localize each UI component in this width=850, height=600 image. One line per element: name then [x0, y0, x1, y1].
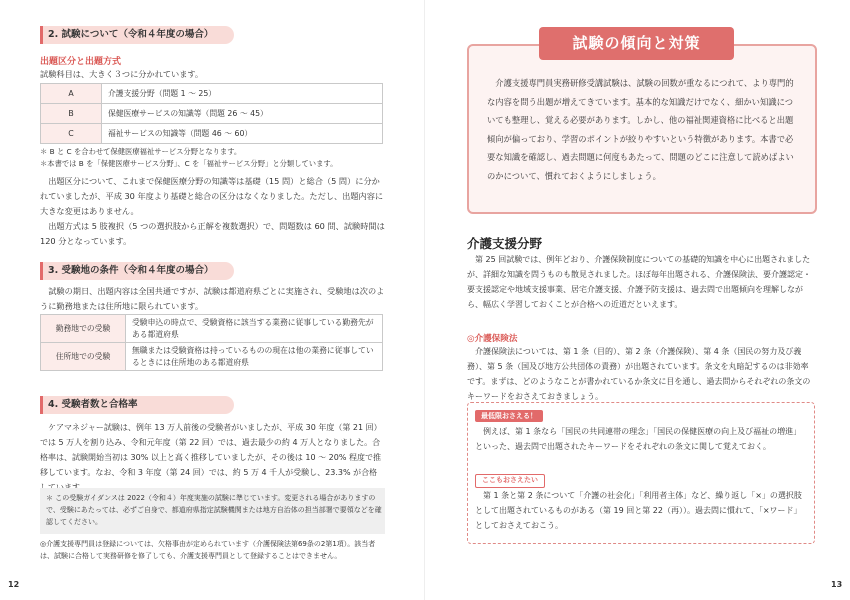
footnote: ◎介護支援専門員は登録については、欠格事由が定められています（介護保険法第69条の2第1項）。該当者は、試験に合格して実務研修を修了しても、介護支援専門員として登録することはできません。 [40, 540, 376, 560]
page-number-right: 13 [831, 580, 843, 589]
section-4-body: ケアマネジャー試験は、例年 13 万人前後の受験者がいましたが、平成 30 年度（第 21 回）では 5 万人を割り込み、令和元年度（第 22 回）では、過去最少の約 4 万人となりました。合格率は、試験開始当初は 30% 以上と高く推移していましたが、その後は 10 〜 20% 程度で推移しています。なお、令和 3 年度（第 24 回）では、約 5 万 4 千人が受験し、23.3% が合格 [40, 423, 382, 477]
subject-value: 保健医療サービスの知識等（問題 26 〜 45） [102, 104, 383, 124]
subject-key: B [41, 104, 102, 124]
trend-title: 試験の傾向と対策 [539, 27, 734, 60]
location-key: 勤務地での受験 [41, 315, 126, 343]
subject-value: 介護支援分野（問題 1 〜 25） [102, 84, 383, 104]
trend-body: 介護支援専門員実務研修受講試験は、試験の回数が重なるにつれて、より専門的な内容を問う出題が増えてきています。基本的な知識だけでなく、細かい知識についても整理し、覚える必要があります。しかし、他の福祉関連資格に比べると出題傾向が偏っており、学習のポイントが絞りやすいという特徴があります。本書で必要な知識を確認し、過去問題に何度もあたって、問題のどこに注意して読めばよいのかについて、慣れておくようにしましょう。 [487, 78, 794, 181]
section-2-subtitle: 出題区分と出題方式 [40, 57, 122, 67]
location-value: 無職または受験資格は持っているものの現在は他の業務に従事しているときには住所地のある都道府県 [126, 343, 383, 371]
location-table [40, 314, 383, 371]
section-3-header: 3. 受験地の条件（令和４年度の場合） [40, 262, 234, 280]
kaigo-law-heading: ◎介護保険法 [467, 334, 518, 344]
section-2-note-1: ＊ B と C を合わせて保健医療福祉サービス分野となります。 [40, 147, 242, 156]
table-row [41, 84, 383, 104]
section-3-body: 試験の期日、出題内容は全国共通ですが、試験は都道府県ごとに実施され、受験地は次のように勤務地または住所地に限られています。 [40, 286, 385, 311]
kaigo-heading: 介護支援分野 [467, 236, 543, 251]
section-2-note-2: ＊本書では B を「保健医療サービス分野」、C を「福祉サービス分野」と分類しています。 [40, 159, 338, 168]
tag-minimum: 最低限おさえる！ [475, 410, 543, 422]
table-row [41, 343, 383, 371]
minimum-text: 例えば、第 1 条なら「国民の共同連帯の理念」「国民の保健医療の向上及び福祉の増進」といった、過去問で出題されたキーワードをそれぞれの条文に関して覚えておく。 [475, 427, 802, 451]
subject-key: C [41, 124, 102, 144]
right-page [425, 0, 850, 600]
notice-text: ＊ この受験ガイダンスは 2022（令和４）年度実施の試験に準じています。変更される場合がありますので、受験にあたっては、必ずご自身で、都道府県指定試験機関または地方自治体の担当部署で要領などを確認してください。 [46, 494, 382, 526]
subject-value: 福祉サービスの知識等（問題 46 〜 60） [102, 124, 383, 144]
section-4-header: 4. 受験者数と合格率 [40, 396, 234, 414]
section-2-intro: 試験科目は、大きく３つに分かれています。 [40, 69, 204, 79]
section-2-body: 出題区分について、これまで保健医療分野の知識等は基礎（15 問）と総合（5 問）に分かれていましたが、平成 30 年度より基礎と総合の区分はなくなりました。ただし、出題内容に大きな変更はありません。 出題方式は 5 肢複択（5 つの選択肢から正解を複数選択）で、問題数は 60 問、試験時間は 120 分となっています。 [40, 176, 385, 246]
kaigo-law-body: 介護保険法については、第 1 条（目的）、第 2 条（介護保険）、第 4 条（国民の努力及び義務）、第 5 条（国及び地方公共団体の責務）が出題されています。条文を丸暗記するのは非効率です。まずは、どのようなことが書かれているか条文に目を通し、過去問からそれぞれの条文のキーワードをおさえておきましょう。 [467, 347, 811, 401]
location-value: 受験申込の時点で、受験資格に該当する業務に従事している勤務先がある都道府県 [126, 315, 383, 343]
subject-key: A [41, 84, 102, 104]
table-row [41, 124, 383, 144]
tag-also: ここもおさえたい [475, 474, 545, 488]
location-key: 住所地での受験 [41, 343, 126, 371]
section-2-header: 2. 試験について（令和４年度の場合） [40, 26, 234, 44]
table-row [41, 104, 383, 124]
table-row [41, 315, 383, 343]
kaigo-body: 第 25 回試験では、例年どおり、介護保険制度についての基礎的知識を中心に出題されましたが、詳細な知識を問うものも散見されました。ほぼ毎年出題される、介護保険法、要介護認定・要支援認定や地域支援事業、居宅介護支援、介護予防支援は、過去問で出題傾向を理解しながら、幅広く学習しておくことが合格への近道だといえます。 [467, 255, 811, 309]
subject-table [40, 83, 383, 144]
page-number-left: 12 [8, 580, 20, 589]
also-text: 第 1 条と第 2 条について「介護の社会化」「利用者主体」など、繰り返し「×」の選択肢として出題されているものがある（第 19 回と第 22（再））。過去問に慣れて、「×ワード」としておさえておこう。 [475, 491, 802, 530]
